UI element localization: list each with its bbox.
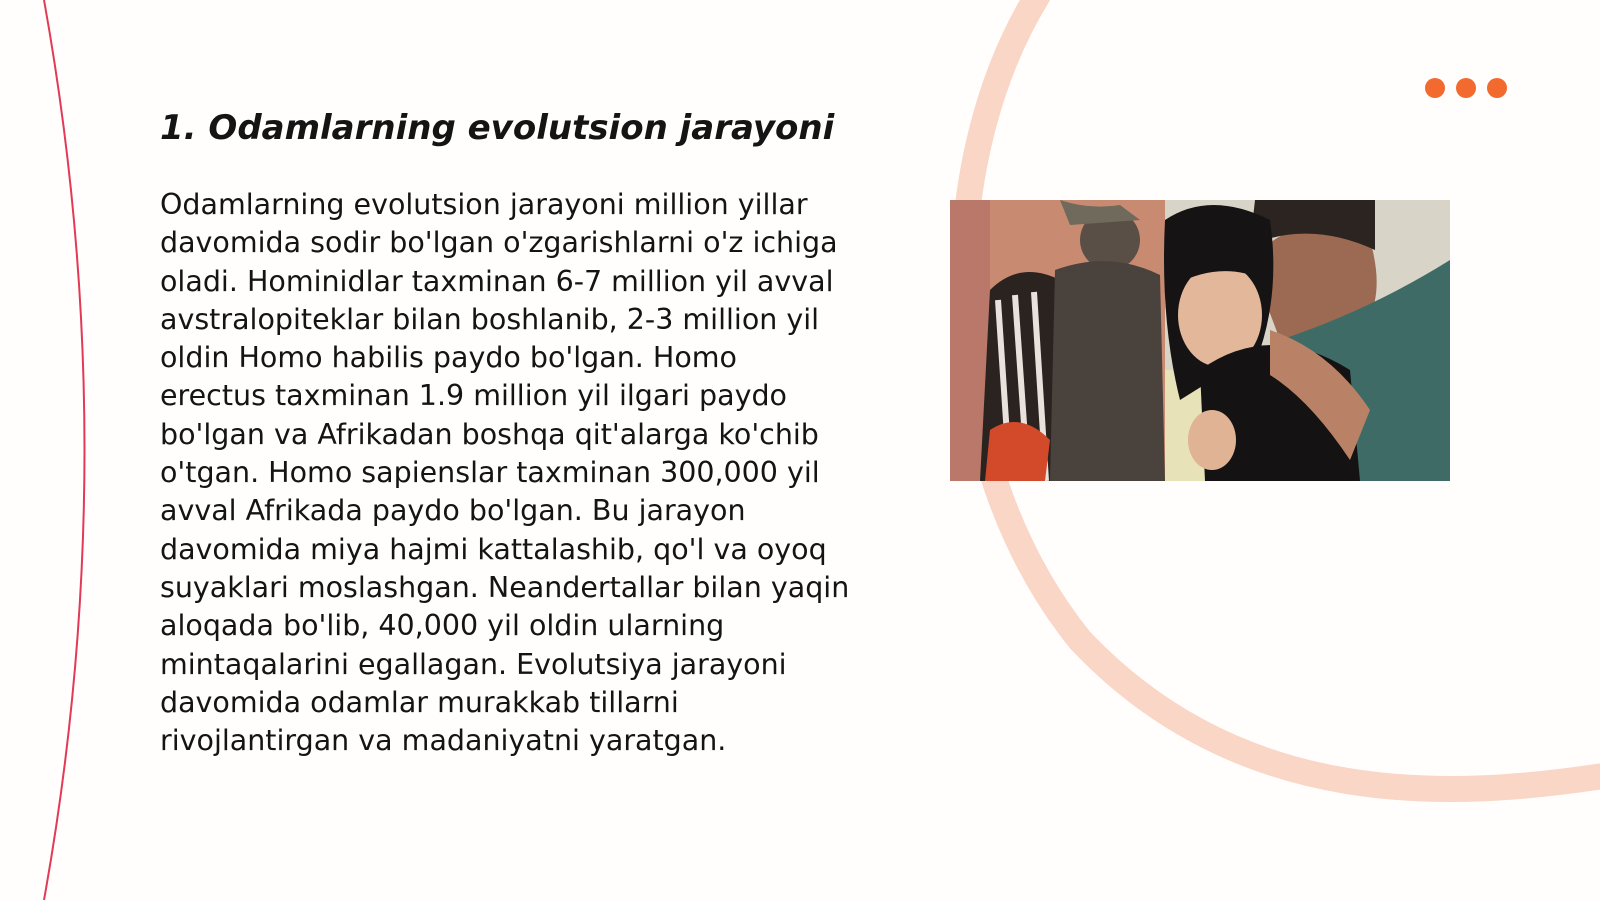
slide-title: 1. Odamlarning evolutsion jarayoni: [160, 108, 835, 148]
dot-1: [1425, 78, 1445, 98]
photo-illustration: [950, 200, 1450, 481]
slide-photo: [950, 200, 1450, 481]
left-curve-line: [44, 0, 85, 900]
more-dots-icon: [1425, 78, 1507, 98]
dot-3: [1487, 78, 1507, 98]
dot-2: [1456, 78, 1476, 98]
slide-body-text: Odamlarning evolutsion jarayoni million yillar davomida sodir bo'lgan o'zgarishlarni o'z ichiga oladi. Hominidlar taxminan 6-7 million yil avval avstralopiteklar bilan boshlanib, 2-3 million yil oldin Homo habilis paydo bo'lgan. Homo erectus taxminan 1.9 million yil ilgari paydo bo'lgan va Afrikadan boshqa qit'alarga ko'chib o'tgan. Homo sapienslar taxminan 300,000 yil avval Afrikada paydo bo'lgan. Bu jarayon davomida miya hajmi kattalashib, qo'l va oyoq suyaklari moslashgan. Neandertallar bilan yaqin aloqada bo'lib, 40,000 yil oldin ularning mintaqalarini egallagan. Evolutsiya jarayoni davomida odamlar murakkab tillarni rivojlantirgan va madaniyatni yaratgan.: [160, 188, 850, 758]
